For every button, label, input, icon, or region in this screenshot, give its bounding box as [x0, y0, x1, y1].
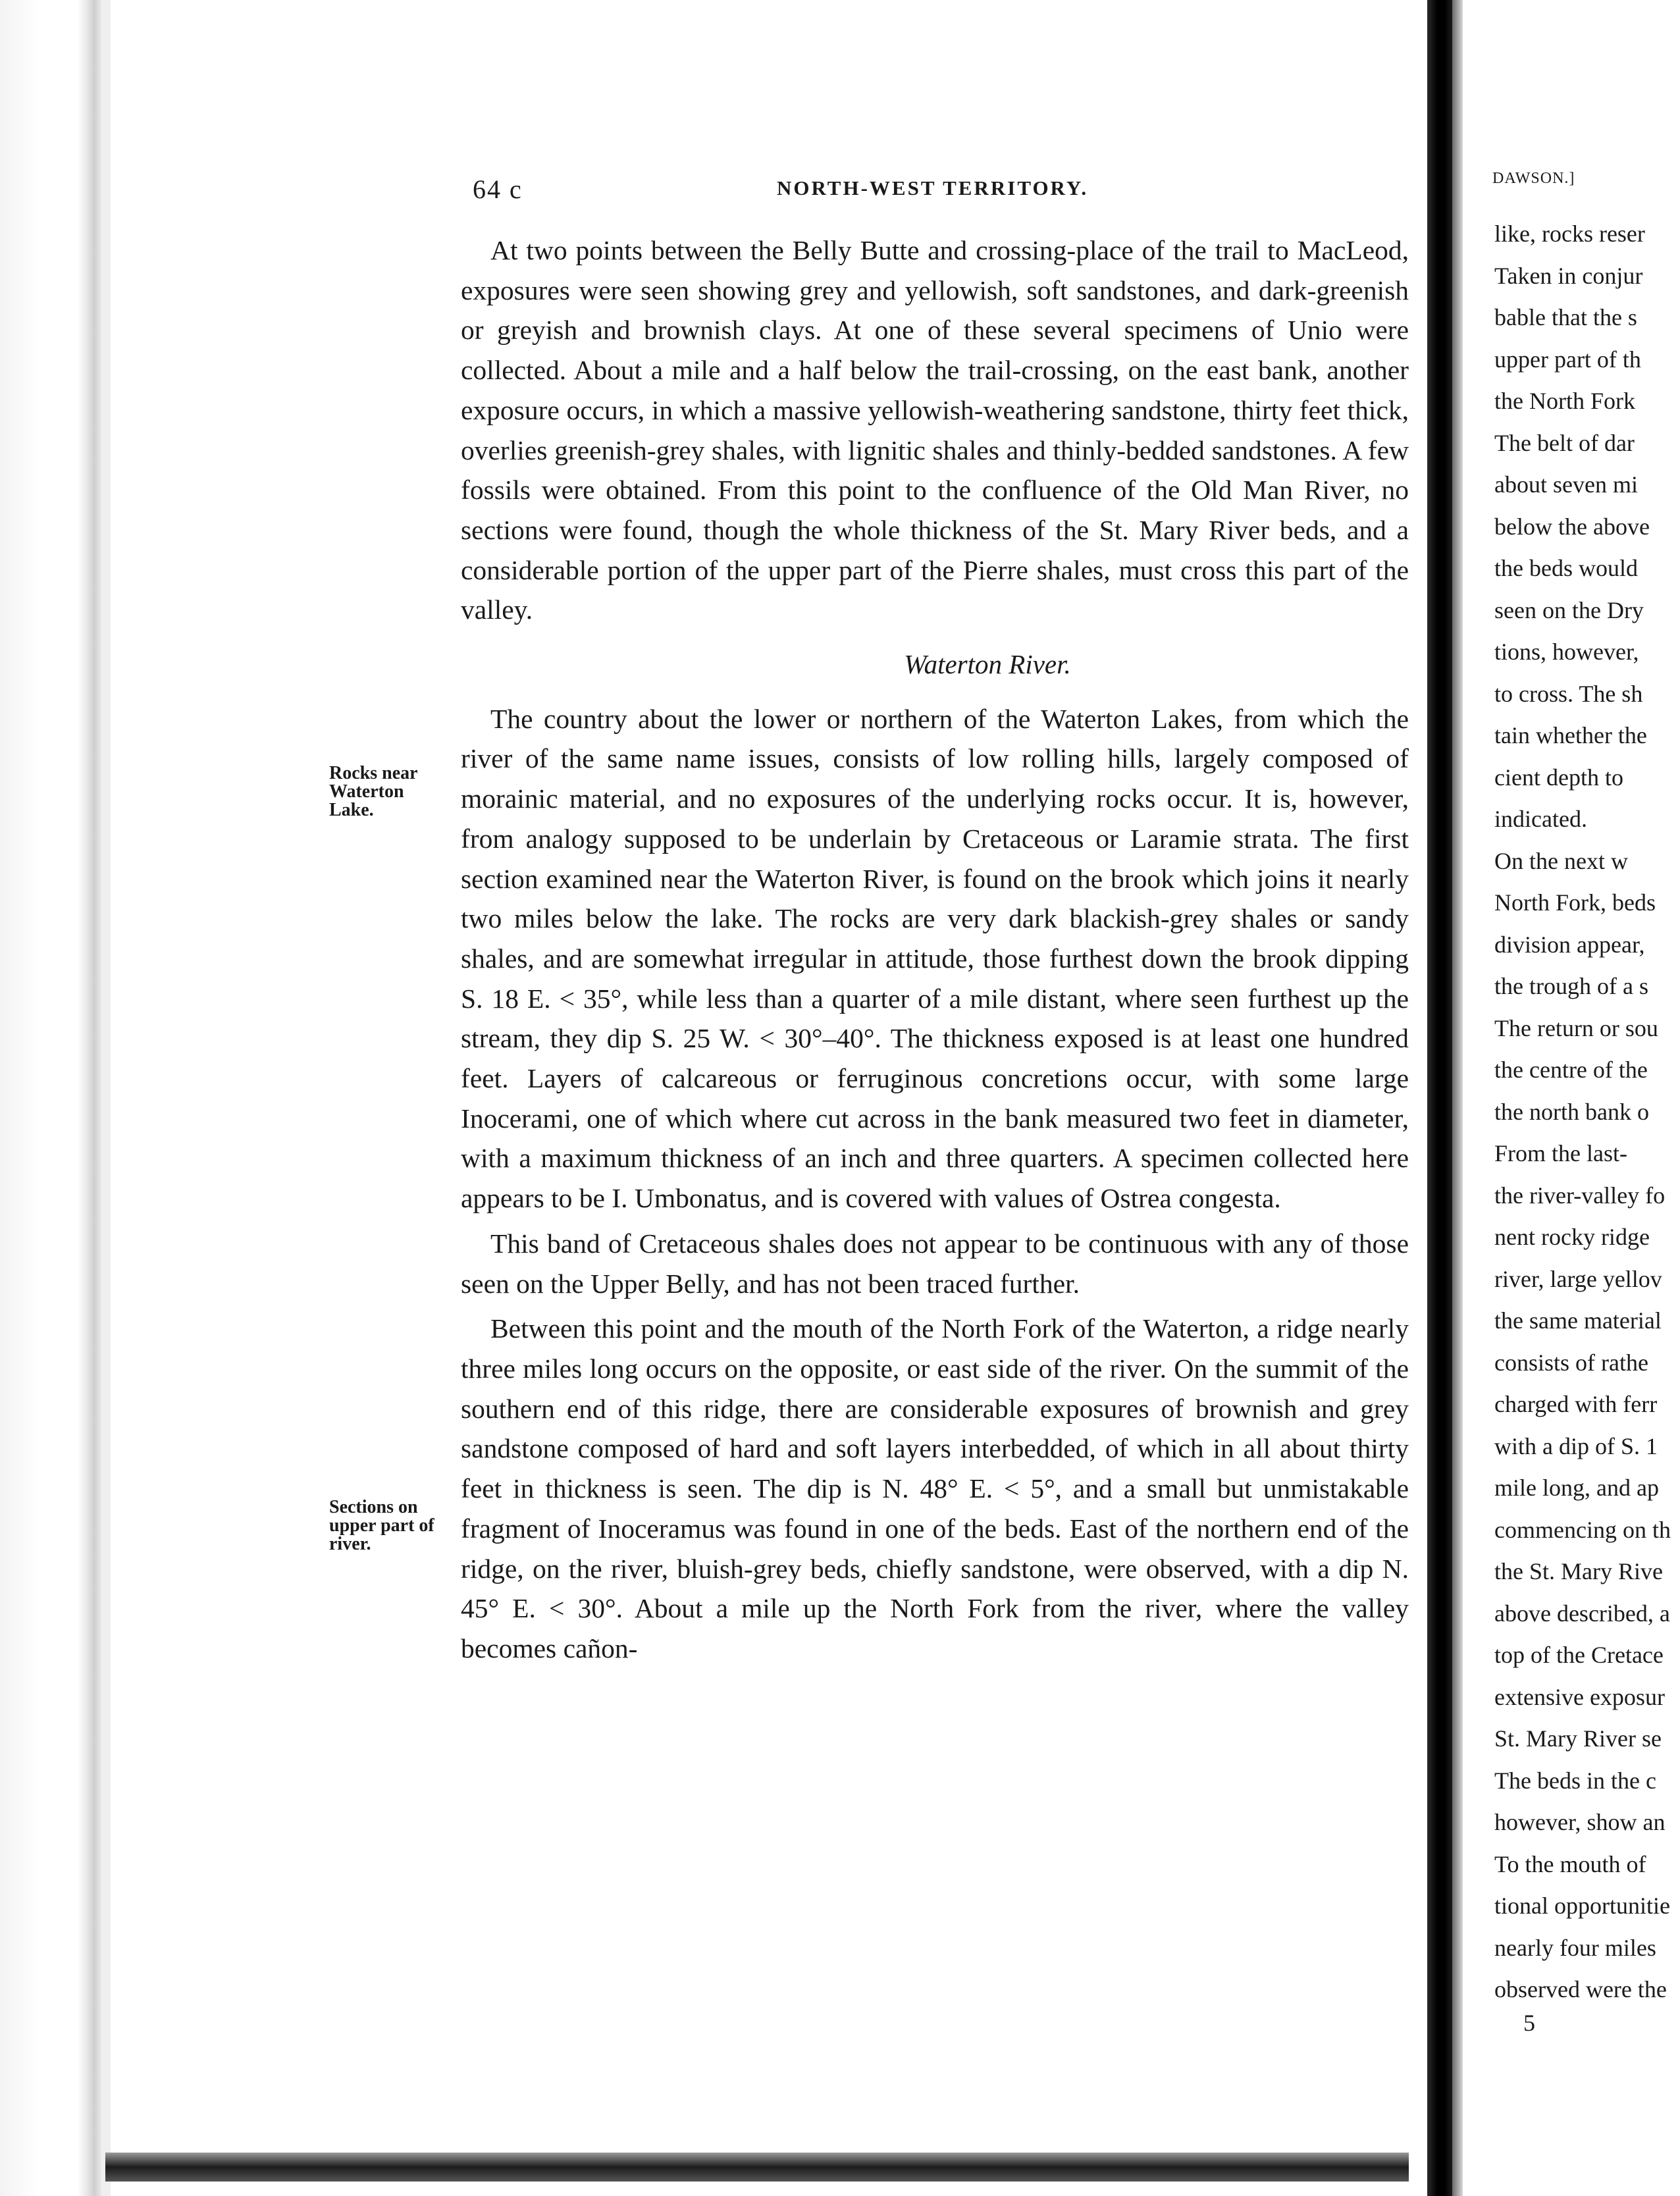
- signature-mark: 5: [1523, 2010, 1535, 2036]
- paragraph-4: Between this point and the mouth of the North Fork of the Waterton, a ridge nearly three miles long occurs on the opposite, or east side of the river. On the summit of the southern end of this ridge, there are considerable exposures of brownish and grey sandstone composed of hard and soft layers interbedded, of which in all about thirty feet in thickness is seen. The dip is N. 48° E. < 5°, and a small but unmistakable fragment of Inoceramus was found in one of the beds. East of the northern end of the ridge, on the river, bluish-grey beds, chiefly sandstone, were observed, with a dip N. 45° E. < 30°. About a mile up the North Fork from the river, where the valley becomes cañon-: [461, 1313, 1409, 1663]
- right-page-line: the trough of a s: [1494, 973, 1648, 999]
- right-page-line: cient depth to: [1494, 764, 1623, 791]
- right-page-line: consists of rathe: [1494, 1349, 1648, 1376]
- right-page-line: The return or sou: [1494, 1014, 1658, 1041]
- right-page-line: about seven mi: [1494, 471, 1638, 498]
- right-page-line: the St. Mary Rive: [1494, 1558, 1663, 1584]
- right-page-line: indicated.: [1494, 806, 1587, 832]
- right-page-line: observed were the: [1494, 1976, 1667, 2002]
- right-running-head: DAWSON.]: [1492, 170, 1575, 187]
- right-page-line: The beds in the c: [1494, 1767, 1656, 1794]
- right-page-line: the same material: [1494, 1307, 1662, 1334]
- right-page-line: On the next w: [1494, 847, 1628, 874]
- right-page-line: nent rocky ridge: [1494, 1224, 1650, 1250]
- right-page-line: tional opportunitie: [1494, 1893, 1670, 1919]
- right-page-line: upper part of th: [1494, 346, 1641, 373]
- right-page-line: division appear,: [1494, 931, 1645, 958]
- right-page-line: however, show an: [1494, 1809, 1666, 1835]
- running-head: [461, 165, 1409, 204]
- right-page-clipped: [1463, 0, 1680, 2196]
- right-page-line: Taken in conjur: [1494, 262, 1643, 289]
- body-text: [461, 230, 1409, 1669]
- right-page-line: commencing on th: [1494, 1516, 1671, 1543]
- right-page-line: the centre of the: [1494, 1057, 1648, 1083]
- right-page-line: seen on the Dry: [1494, 596, 1644, 623]
- right-page-line: to cross. The sh: [1494, 680, 1643, 707]
- paragraph-3: This band of Cretaceous shales does not appear to be continuous with any of those seen on the Upper Belly, and has not been traced further.: [461, 1228, 1409, 1299]
- right-page-line: like, rocks reser: [1494, 221, 1645, 247]
- right-page-line: the beds would: [1494, 555, 1638, 581]
- right-page-line: From the last-: [1494, 1140, 1627, 1166]
- right-page-line: the north bank o: [1494, 1098, 1649, 1125]
- right-page-line: North Fork, beds: [1494, 889, 1656, 916]
- right-page-line: river, large yellov: [1494, 1265, 1662, 1292]
- right-page-line: mile long, and ap: [1494, 1475, 1659, 1501]
- right-page-line: bable that the s: [1494, 304, 1637, 330]
- right-page-line: with a dip of S. 1: [1494, 1432, 1658, 1459]
- section-heading: Waterton River.: [904, 649, 1071, 680]
- page-number: 64 c: [473, 174, 523, 204]
- page-margin-shadow: [0, 0, 38, 2196]
- right-page-line: tions, however,: [1494, 639, 1639, 665]
- spine-highlight: [1452, 0, 1463, 2196]
- paragraph-2: The country about the lower or northern of the Waterton Lakes, from which the river of the same name issues, consists of low rolling hills, largely composed of morainic material, and no exposures of the underlying rocks occur. It is, however, from analogy supposed to be underlain by Cretaceous or Laramie strata. The first section examined near the Waterton River, is found on the brook which joins it nearly two miles below the lake. The rocks are very dark blackish-grey shales or sandy shales, and are somewhat irregular in attitude, those furthest down the brook dipping S. 18 E. < 35°, while less than a quarter of a mile distant, where seen furthest up the stream, they dip S. 25 W. < 30°–40°. The thickness exposed is at least one hundred feet. Layers of calcareous or ferruginous concretions occur, with some large Inocerami, one of which where cut across in the bank measured two feet in diameter, with a maximum thickness of an inch and three quarters. A specimen collected here appears to be I. Umbonatus, and is covered with values of Ostrea congesta.: [461, 703, 1409, 1214]
- book-spine: [1427, 0, 1452, 2196]
- right-page-line: the river-valley fo: [1494, 1182, 1666, 1209]
- page-header-title: NORTH-WEST TERRITORY.: [777, 176, 1089, 199]
- right-page-line: nearly four miles: [1494, 1934, 1656, 1961]
- paragraph-1: At two points between the Belly Butte and crossing-place of the trail to MacLeod, exposures were seen showing grey and yellowish, soft sandstones, and dark-greenish or greyish and brownish clays. At one of these several specimens of Unio were collected. About a mile and a half below the trail-crossing, on the east bank, another exposure occurs, in which a massive yellowish-weathering sandstone, thirty feet thick, overlies greenish-grey shales, with lignitic shales and thinly-bedded sandstones. A few fossils were obtained. From this point to the confluence of the Old Man River, no sections were found, though the whole thickness of the St. Mary River beds, and a considerable portion of the upper part of the Pierre shales, must cross this part of the valley.: [461, 235, 1409, 625]
- right-page-line: above described, a: [1494, 1600, 1670, 1627]
- right-page-line: the North Fork: [1494, 388, 1635, 414]
- right-page-line: tain whether the: [1494, 722, 1647, 748]
- binding-shadow-edge: [101, 0, 111, 2196]
- right-page-line: St. Mary River se: [1494, 1725, 1662, 1752]
- binding-shadow: [78, 0, 101, 2196]
- right-page-line: top of the Cretace: [1494, 1642, 1664, 1668]
- right-page-line: charged with ferr: [1494, 1391, 1658, 1417]
- sidenote-sections-upper-river: Sections on upper part of river.: [329, 1497, 434, 1554]
- bottom-edge-shadow: [105, 2153, 1409, 2182]
- left-page: [461, 165, 1409, 1663]
- right-page-line: The belt of dar: [1494, 429, 1635, 456]
- sidenote-rocks-near-lake: Rocks near Waterton Lake.: [329, 763, 418, 820]
- right-page-line: below the above: [1494, 513, 1650, 540]
- right-page-line: extensive exposur: [1494, 1683, 1665, 1710]
- right-page-line: To the mouth of: [1494, 1850, 1646, 1877]
- right-page-lines: [1494, 213, 1680, 2011]
